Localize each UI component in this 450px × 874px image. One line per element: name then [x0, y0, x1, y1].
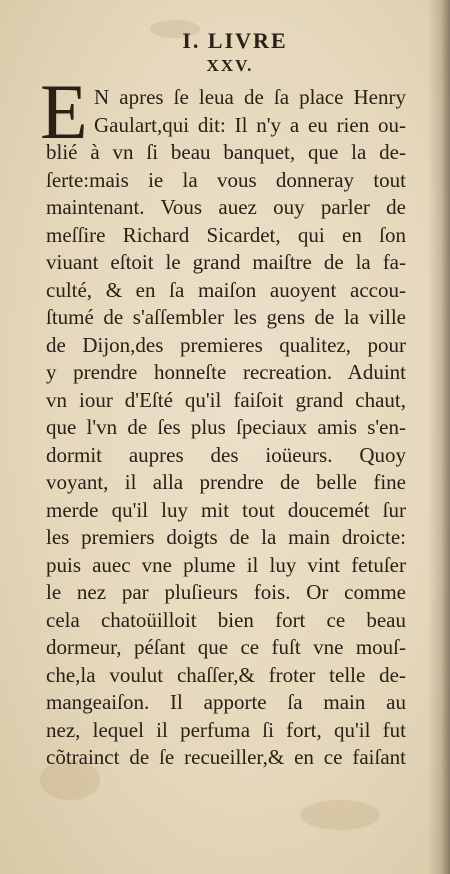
text-line: les premiers doigts de la main droicte: [46, 525, 406, 549]
text-line: merde qu'il luy mit tout doucemét ſur [46, 497, 406, 522]
body-text [40, 68, 406, 772]
text-line: viuant eſtoit le grand maiſtre de la fa- [46, 250, 406, 274]
text-line: mangeaiſon. Il apporte ſa main au [46, 690, 406, 714]
text-line: voyant, il alla prendre de belle fine [46, 470, 406, 494]
text-line: cela chatoüilloit bien fort ce beau [46, 607, 406, 632]
text-line: che,la voulut chaſſer,& froter telle de- [46, 662, 406, 687]
text-line: dormit aupres des ioüeurs. Quoy [46, 442, 406, 467]
text-line: nez, lequel il perfuma ſi fort, qu'il fut [46, 717, 406, 742]
text-line: le nez par pluſieurs fois. Or comme [46, 580, 406, 604]
paper-stain [300, 800, 380, 830]
text-line: blié à vn ſi beau banquet, que la de- [46, 140, 406, 164]
text-line: ſerte:mais ie la vous donneray tout [46, 167, 406, 192]
drop-cap: E [40, 68, 88, 155]
text-line: meſſire Richard Sicardet, qui en ſon [46, 222, 406, 247]
text-line: maintenant. Vous auez ouy parler de [46, 195, 406, 219]
text-line: Gaulart,qui dit: Il n'y a eu rien ou- [94, 112, 406, 137]
page-gutter-shadow [428, 0, 450, 874]
text-line: puis auec vne plume il luy vint fetuſer [46, 552, 406, 577]
text-line: ſtumé de s'aſſembler les gens de la ville [46, 305, 406, 329]
text-line: cõtrainct de ſe recueiller,& en ce faiſant [46, 745, 406, 769]
text-line: que l'vn de ſes plus ſpeciaux amis s'en- [46, 415, 406, 439]
text-line: de Dijon,des premieres qualitez, pour [46, 332, 406, 357]
chapter-number: XXV. [206, 56, 254, 75]
text-line: vn iour d'Eſté qu'il faiſoit grand chaut, [46, 387, 406, 412]
text-line: y prendre honneſte recreation. Aduint [46, 360, 406, 384]
text-line: dormeur, péſant que ce fuſt vne mouſ- [46, 635, 406, 659]
running-head: I. LIVRE [182, 28, 288, 53]
text-line: culté, & en ſa maiſon auoyent accou- [46, 277, 406, 302]
text-line: N apres ſe leua de ſa place Henry [94, 85, 406, 109]
